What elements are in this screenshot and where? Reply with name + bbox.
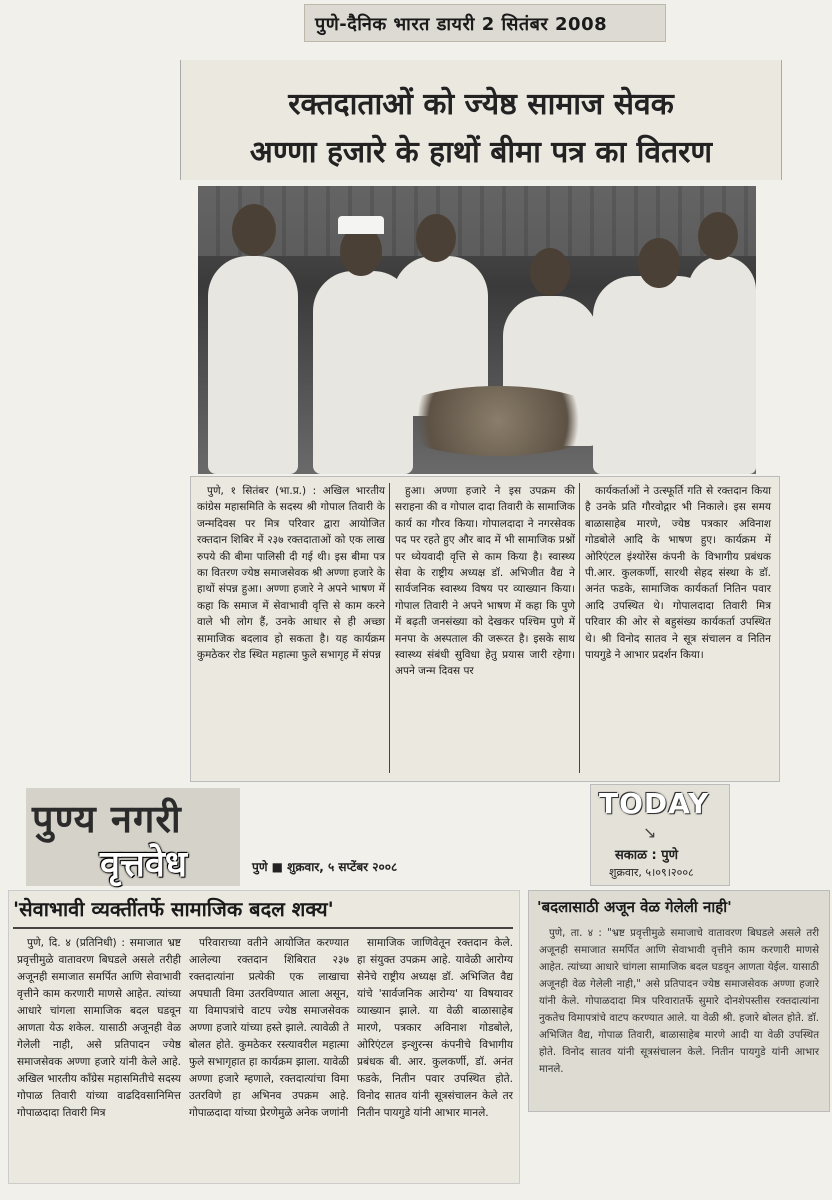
article-column	[17, 935, 181, 1124]
article-column	[189, 935, 349, 1124]
newspaper-masthead	[26, 788, 240, 886]
sakal-today-box	[590, 784, 730, 886]
person-head	[416, 214, 456, 262]
news-photo	[198, 186, 756, 474]
article-headline: 'सेवाभावी व्यक्तींतर्फे सामाजिक बदल शक्य'	[13, 897, 334, 921]
masthead-subtitle: वृत्तवेध	[100, 843, 188, 885]
sakal-article	[528, 890, 830, 1112]
article-column	[197, 483, 385, 665]
source-slip	[304, 4, 666, 42]
marathi-article	[8, 890, 520, 1184]
source-line: पुणे-दैनिक भारत डायरी 2 सितंबर 2008	[315, 14, 608, 35]
person-figure	[208, 256, 298, 474]
article-text: पुणे, १ सितंबर (भा.प्र.) : अखिल भारतीय कांग्रेस महासमिति के सदस्य श्री गोपाल तिवारी के जन्मदिवस पर मित्र परिवार द्वारा आयोजित रक्तदान शिबिर में २३७ रक्तदाताओं को एक लाख रुपये की बीमा पालिसी दी गई थी। इस बीमा पत्र का वितरण ज्येष्ठ समाजसेवक श्री अण्णा हजारे के हाथों संपन्न हुआ। अण्णा हजारे ने अपने भाषण में कहा कि समाज में सेवाभावी वृत्ति से काम करने वाले भी लोग हैं, उनके आधार से ही अच्छा सामाजिक बदलाव हो सकता है। यह कार्यक्रम कुमठेकर रोड स्थित महात्मा फुले सभागृह में संपन्न	[197, 485, 385, 662]
arrow-icon: ↘	[643, 823, 657, 842]
column-divider	[389, 483, 390, 773]
article-text: पुणे, दि. ४ (प्रतिनिधी) : समाजात भ्रष्ट प्रवृत्तीमुळे वातावरण बिघडले असले तरीही अजूनही समाजात समर्पित आणि सेवाभावी वृत्तीने काम करणारी माणसे आहेत. त्यांच्या आधारे चांगला सामाजिक बदल घडवून आणता येऊ शकेल. यासाठी अजूनही वेळ गेलेली नाही, असे प्रतिपादन ज्येष्ठ समाजसेवक अण्णा हजारे यांनी केले आहे. अखिल भारतीय काँग्रेस महासमितीचे सदस्य गोपाळ तिवारी यांच्या वाढदिवसानिमित्त गोपाळदादा तिवारी मित्र	[17, 937, 181, 1119]
headline-line1: रक्तदाताओं को ज्येष्ठ सामाज सेवक	[288, 87, 674, 122]
article-column	[539, 925, 819, 1080]
masthead-title: पुण्य नगरी	[32, 796, 182, 841]
dateline: पुणे ■ शुक्रवार, ५ सप्टेंबर २००८	[252, 860, 398, 874]
article-headline: 'बदलासाठी अजून वेळ गेलेली नाही'	[537, 898, 732, 916]
hindi-article	[190, 476, 780, 782]
source-name: सकाळ : पुणे	[615, 848, 679, 863]
person-head	[638, 238, 680, 288]
headline-block	[180, 60, 782, 180]
article-text: कार्यकर्ताओं ने उत्स्फूर्ति गति से रक्तदान किया है उनके प्रति गौरवोद्गार भी निकाले। इस समय बाळासाहेब मारणे, ज्येष्ठ पत्रकार अविनाश गोडबोले आदि के भाषण हुए। कार्यक्रम में ओरिएंटल इंश्योरेंस कंपनी के विभागीय प्रबंधक पी.आर. कुलकर्णी, सारथी सेहद संस्था के डॉ. अनंत फडके, सामाजिक कार्यकर्ता नितिन पवार आदि उपस्थित थे। गोपालदादा तिवारी मित्र परिवार की ओर से बहुसंख्य कार्यकर्ता उपस्थित थे। श्री विनोद सातव ने सूत्र संचालन व नितिन पायगुडे ने आभार प्रदर्शन किया।	[585, 485, 771, 662]
person-head	[530, 248, 570, 296]
article-text: हुआ। अण्णा हजारे ने इस उपक्रम की सराहना की व गोपाल दादा तिवारी के सामाजिक कार्य का गौरव किया। गोपालदादा ने नगरसेवक पद पर रहते हुए और बाद में भी सामाजिक प्रश्नों पर ध्येयवादी वृत्ति से काम किया है। स्वास्थ्य सेवा के राष्ट्रीय अध्यक्ष डॉ. अभिजीत वैद्य ने सार्वजनिक स्वास्थ्य विषय पर व्याख्यान किया। गोपाल तिवारी ने अपने भाषण में कहा कि पुणे में बढ़ती जनसंख्या को देखकर पश्चिम पुणे में मनपा के अस्पताल की जरूरत है। इसके साथ स्वास्थ्य संबंधी सुविधा हेतु प्रयास जारी रहेगा। अपने जन्म दिवस पर	[395, 485, 575, 678]
today-logo: TODAY	[599, 787, 710, 820]
headline-line2: अण्णा हजारे के हाथों बीमा पत्र का वितरण	[249, 135, 713, 170]
gandhi-cap	[338, 216, 384, 234]
headline-underline	[13, 927, 513, 929]
source-date: शुक्रवार, ५।०९।२००८	[609, 866, 694, 879]
article-text: परिवाराच्या वतीने आयोजित करण्यात आलेल्या रक्तदान शिबिरात २३७ रक्तदात्यांना प्रत्येकी एक लाखाचा अपघाती विमा उतरविण्यात आला असून, या विमापत्रांचे वाटप ज्येष्ठ समाजसेवक अण्णा हजारे यांच्या हस्ते झाले. त्यावेळी ते बोलत होते. कुमठेकर रस्त्यावरील महात्मा फुले सभागृहात हा कार्यक्रम झाला. यावेळी अण्णा हजारे म्हणाले, रक्तदात्यांचा विमा उतरविणे हा अभिनव उपक्रम आहे. गोपाळदादा यांच्या प्रेरणेमुळे अनेक जणांनी	[189, 937, 349, 1119]
person-head	[698, 212, 738, 260]
person-head	[232, 204, 276, 256]
column-divider	[579, 483, 580, 773]
person-figure	[688, 256, 756, 474]
article-column	[585, 483, 771, 665]
article-column	[395, 483, 575, 682]
article-text: पुणे, ता. ४ : "भ्रष्ट प्रवृत्तीमुळे समाजाचे वातावरण बिघडले असले तरी अजूनही समाजात समर्पित आणि सेवाभावी वृत्तीने काम करणारी माणसे आहेत. त्यांच्या आधारे चांगला सामाजिक बदल घडवून आणता येईल. यासाठी अजूनही वेळ गेलेली नाही," असे प्रतिपादन ज्येष्ठ समाजसेवक अण्णा हजारे यांनी केले. गोपाळदादा मित्र परिवारातर्फे सुमारे दोनशेपस्तीस रक्तदात्यांना नुकतेच विमापत्रांचे वाटप करण्यात आले. या वेळी श्री. हजारे बोलत होते. डॉ. अभिजित वैद्य, गोपाळ तिवारी, बाळासाहेब मारणे आदी या वेळी उपस्थित होते. विनोद सातव यांनी सूत्रसंचालन केले. नितीन पायगुडे यांनी आभार मानले.	[539, 928, 819, 1075]
flower-bouquets	[388, 386, 608, 456]
article-text: सामाजिक जाणिवेतून रक्तदान केले. हा संयुक्त उपक्रम आहे. यावेळी आरोग्य सेनेचे राष्ट्रीय अध्यक्ष डॉ. अभिजित वैद्य यांचे 'सार्वजनिक आरोग्य' या विषयावर व्याख्यान झाले. या वेळी बाळासाहेब मारणे, पत्रकार अविनाश गोडबोले, ओरिएंटल इन्शुरन्स कंपनीचे विभागीय प्रबंधक बी. आर. कुलकर्णी, डॉ. अनंत फडके, नितीन पवार उपस्थित होते. विनोद सातव यांनी सूत्रसंचालन केले तर नितीन पायगुडे यांनी आभार मानले.	[357, 937, 513, 1119]
article-column	[357, 935, 513, 1124]
